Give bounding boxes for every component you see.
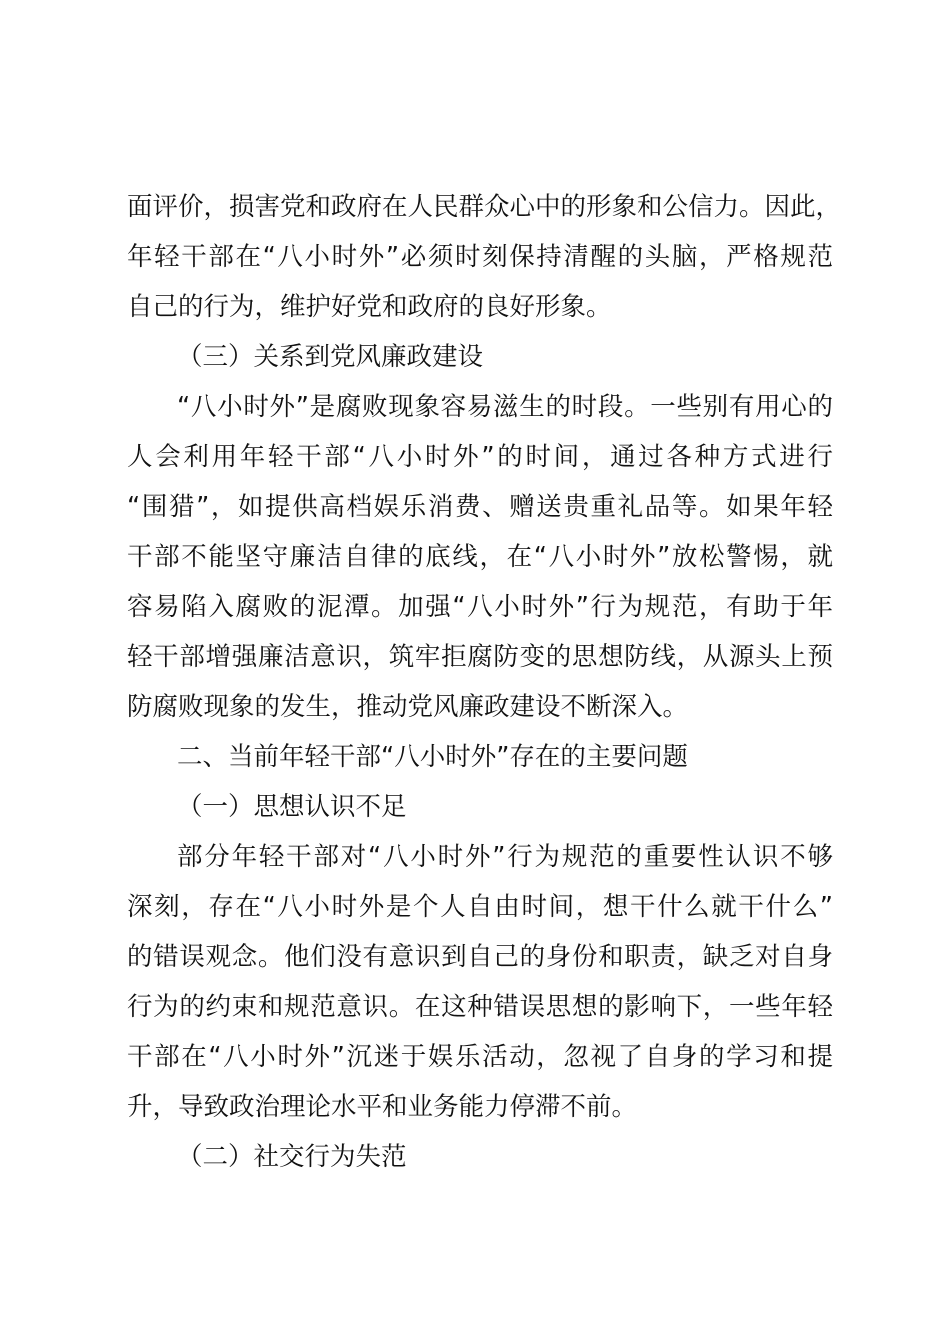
section-heading-1: （一）思想认识不足 [177,792,407,822]
paragraph-line-11: 防腐败现象的发生，推动党风廉政建设不断深入。 [127,692,689,722]
paragraph-line-2: 年轻干部在“八小时外”必须时刻保持清醒的头脑，严格规范 [127,242,833,272]
paragraph-line-9: 容易陷入腐败的泥潭。加强“八小时外”行为规范，有助于年 [127,592,833,622]
paragraph-line-15: 深刻，存在“八小时外是个人自由时间，想干什么就干什么” [127,892,833,922]
section-heading-2: （二）社交行为失范 [177,1142,407,1172]
paragraph-line-3: 自己的行为，维护好党和政府的良好形象。 [127,292,612,322]
paragraph-line-18: 干部在“八小时外”沉迷于娱乐活动，忽视了自身的学习和提 [127,1042,833,1072]
paragraph-line-7: “围猎”，如提供高档娱乐消费、赠送贵重礼品等。如果年轻 [127,492,833,522]
paragraph-line-6: 人会利用年轻干部“八小时外”的时间，通过各种方式进行 [127,442,833,472]
paragraph-line-17: 行为的约束和规范意识。在这种错误思想的影响下，一些年轻 [127,992,833,1022]
paragraph-line-1: 面评价，损害党和政府在人民群众心中的形象和公信力。因此， [127,192,842,222]
paragraph-line-19: 升，导致政治理论水平和业务能力停滞不前。 [127,1092,638,1122]
paragraph-line-10: 轻干部增强廉洁意识，筑牢拒腐防变的思想防线，从源头上预 [127,642,833,672]
paragraph-line-5: “八小时外”是腐败现象容易滋生的时段。一些别有用心的 [177,392,833,422]
chapter-heading-2: 二、当前年轻干部“八小时外”存在的主要问题 [177,742,688,772]
paragraph-line-16: 的错误观念。他们没有意识到自己的身份和职责，缺乏对自身 [127,942,833,972]
paragraph-line-8: 干部不能坚守廉洁自律的底线，在“八小时外”放松警惕，就 [127,542,833,572]
paragraph-line-14: 部分年轻干部对“八小时外”行为规范的重要性认识不够 [177,842,833,872]
section-heading-3: （三）关系到党风廉政建设 [177,342,484,372]
